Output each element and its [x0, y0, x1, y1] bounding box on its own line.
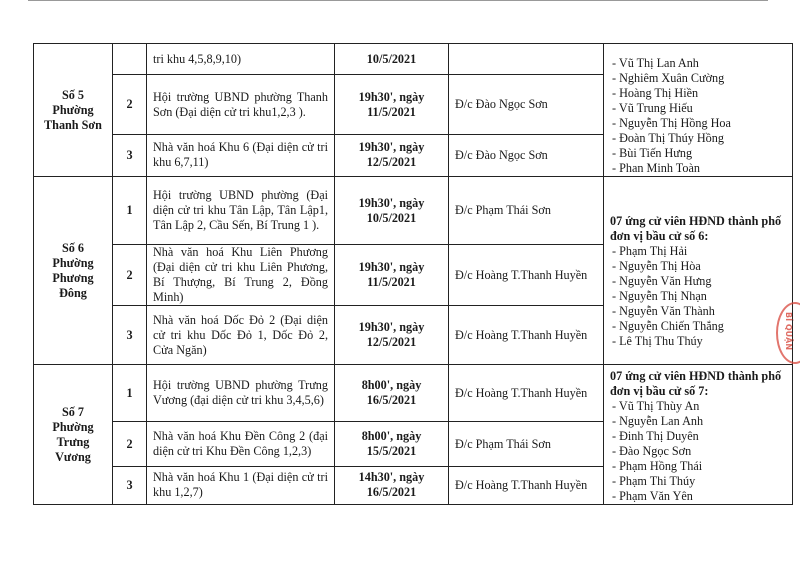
meeting-time — [335, 466, 449, 504]
row-number: 2 — [113, 245, 147, 306]
meeting-location: Hội trường UBND phường (Đại diện cử tri khu Tân Lập, Tân Lập1, Tân Lập 2, Cầu Sến, Bí Trung 1 ). — [147, 177, 335, 245]
row-number: 3 — [113, 134, 147, 176]
meeting-time — [335, 75, 449, 134]
candidate-name: - Đoàn Thị Thúy Hồng — [610, 131, 786, 146]
time-line: 19h30', ngày — [358, 140, 425, 155]
time-line: 12/5/2021 — [366, 335, 417, 349]
candidate-name: - Phạm Thị Hải — [610, 244, 786, 259]
unit-label: Số 5 — [61, 87, 84, 102]
candidate-name: - Phạm Văn Yên — [610, 489, 786, 504]
host-official: Đ/c Đào Ngọc Sơn — [449, 134, 604, 176]
candidate-name: - Nguyễn Văn Thành — [610, 304, 786, 319]
row-number: 1 — [113, 365, 147, 422]
unit-label: Thanh Sơn — [44, 117, 102, 132]
host-official: Đ/c Hoàng T.Thanh Huyền — [449, 306, 604, 365]
meeting-location: Nhà văn hoá Dốc Đỏ 2 (Đại diện cử tri khu Dốc Đỏ 1, Dốc Đỏ 2, Cửa Ngăn) — [147, 306, 335, 365]
row-number — [113, 44, 147, 75]
schedule-row — [34, 177, 793, 245]
unit-label: Trưng — [56, 434, 90, 449]
meeting-schedule-table — [33, 43, 793, 505]
time-line: 8h00', ngày — [361, 378, 422, 393]
unit-label: Số 6 — [61, 240, 84, 255]
candidate-list-title: 07 ứng cử viên HĐND thành phố đơn vị bầu cử số 6: — [610, 213, 782, 243]
meeting-location: tri khu 4,5,8,9,10) — [147, 44, 335, 75]
meeting-time — [335, 134, 449, 176]
time-line: 16/5/2021 — [366, 485, 417, 500]
row-number: 3 — [113, 466, 147, 504]
electoral-unit-cell — [34, 365, 113, 505]
candidate-name: - Hoàng Thị Hiền — [610, 86, 786, 101]
candidate-name: - Phạm Hồng Thái — [610, 459, 786, 474]
candidate-name: - Vũ Thị Thùy An — [610, 399, 786, 414]
meeting-time — [335, 44, 449, 75]
time-line: 14h30', ngày — [358, 470, 425, 485]
meeting-location: Nhà văn hoá Khu Đền Công 2 (đại diện cử tri Khu Đền Công 1,2,3) — [147, 422, 335, 466]
meeting-time — [335, 245, 449, 306]
candidate-list — [604, 177, 793, 365]
schedule-row — [34, 365, 793, 422]
meeting-time — [335, 306, 449, 365]
unit-label: Phường — [52, 102, 94, 117]
schedule-row — [34, 44, 793, 75]
row-number: 3 — [113, 306, 147, 365]
time-line: 12/5/2021 — [366, 155, 417, 170]
meeting-location: Hội trường UBND phường Trưng Vương (đại diện cử tri khu 3,4,5,6) — [147, 365, 335, 422]
time-line: 19h30', ngày — [358, 89, 425, 104]
candidate-name: - Vũ Trung Hiếu — [610, 101, 786, 116]
host-official: Đ/c Phạm Thái Sơn — [449, 177, 604, 245]
candidate-name: - Phan Minh Toàn — [610, 161, 786, 176]
unit-label: Phường — [52, 419, 94, 434]
host-official: Đ/c Phạm Thái Sơn — [449, 422, 604, 466]
host-official: Đ/c Hoàng T.Thanh Huyền — [449, 466, 604, 504]
candidate-name: - Nguyễn Chiến Thắng — [610, 319, 786, 334]
meeting-location: Nhà văn hoá Khu Liên Phương (Đại diện cử tri khu Liên Phương, Bí Thượng, Bí Trung 2, Đồng Minh) — [147, 245, 335, 306]
host-official: Đ/c Hoàng T.Thanh Huyền — [449, 365, 604, 422]
time-line: 11/5/2021 — [367, 104, 416, 119]
candidate-name: - Nguyễn Thị Hòa — [610, 259, 786, 274]
meeting-time — [335, 177, 449, 245]
candidate-name: - Nguyễn Thị Hồng Hoa — [610, 116, 786, 131]
candidate-name: - Vũ Thị Lan Anh — [610, 56, 786, 71]
time-line: 19h30', ngày — [358, 195, 425, 210]
candidate-name: - Nguyễn Văn Hưng — [610, 274, 786, 289]
candidate-name: - Nguyễn Lan Anh — [610, 414, 786, 429]
time-line: 8h00', ngày — [361, 429, 422, 444]
unit-label: Phường — [52, 255, 94, 270]
time-line: 10/5/2021 — [366, 51, 417, 66]
meeting-location: Hội trường UBND phường Thanh Sơn (Đại diện cử tri khu1,2,3 ). — [147, 75, 335, 134]
time-line: 11/5/2021 — [367, 275, 416, 289]
unit-label: Phương — [52, 270, 94, 285]
candidate-name: - Nghiêm Xuân Cường — [610, 71, 786, 86]
meeting-time — [335, 422, 449, 466]
host-official: Đ/c Đào Ngọc Sơn — [449, 75, 604, 134]
electoral-unit-cell — [34, 44, 113, 177]
time-line: 16/5/2021 — [366, 393, 417, 408]
seal-text: BÍ QUẬN — [784, 312, 793, 351]
host-official — [449, 44, 604, 75]
electoral-unit-cell — [34, 177, 113, 365]
candidate-name: - Phạm Thi Thúy — [610, 474, 786, 489]
meeting-location: Nhà văn hoá Khu 6 (Đại diện cử tri khu 6,7,11) — [147, 134, 335, 176]
unit-label: Đông — [59, 285, 87, 300]
candidate-name: - Lê Thị Thu Thúy — [610, 334, 786, 349]
host-official: Đ/c Hoàng T.Thanh Huyền — [449, 245, 604, 306]
time-line: 10/5/2021 — [366, 210, 417, 225]
row-number: 2 — [113, 422, 147, 466]
unit-label: Số 7 — [61, 404, 84, 419]
candidate-name: - Bùi Tiến Hưng — [610, 146, 786, 161]
time-line: 15/5/2021 — [366, 444, 417, 459]
candidate-list-title: 07 ứng cử viên HĐND thành phố đơn vị bầu cử số 7: — [610, 369, 782, 398]
unit-label: Vương — [55, 449, 91, 464]
meeting-location: Nhà văn hoá Khu 1 (Đại diện cử tri khu 1,2,7) — [147, 466, 335, 504]
candidate-list — [604, 44, 793, 177]
candidate-name: - Đinh Thị Duyên — [610, 429, 786, 444]
time-line: 19h30', ngày — [358, 320, 425, 334]
row-number: 1 — [113, 177, 147, 245]
page-top-edge — [28, 0, 768, 1]
candidate-name: - Nguyễn Thị Nhạn — [610, 289, 786, 304]
time-line: 19h30', ngày — [358, 260, 425, 274]
meeting-time — [335, 365, 449, 422]
candidate-name: - Đào Ngọc Sơn — [610, 444, 786, 459]
candidate-list — [604, 365, 793, 505]
row-number: 2 — [113, 75, 147, 134]
